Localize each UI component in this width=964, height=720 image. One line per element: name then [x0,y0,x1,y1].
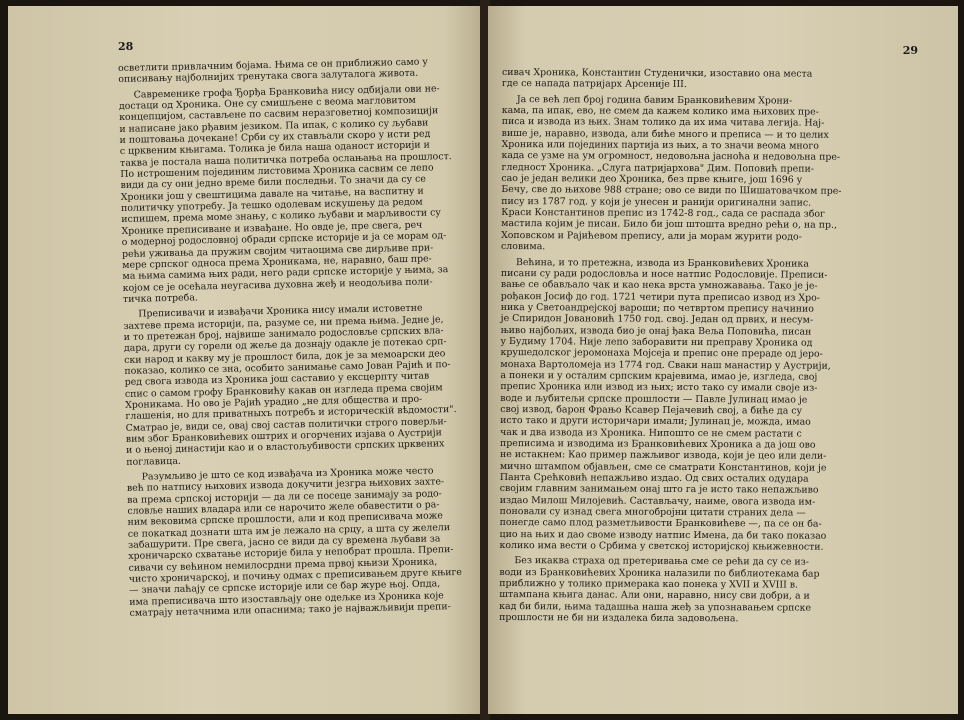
paragraph: сивач Хроника, Константин Студенички, изоставио она места где се напада патријарх Арсеније III. [501,67,813,91]
paragraph: Ја се већ леп број година бавим Бранковићевим Хрони- кама, па ипак, ево, не смем да кажем колико има њихових пре- писа и извода из њих. Знам толико да их има читава легија. Нај- више је, наравно, извода, али биће много и преписа — и то целих Хроника или појединих партија из њих, а то значи веома много када се узме на ум огромност, недовољна јасноћа и недовољна пре- гледност Хроника. „Слуга патријархова" Дим. Поповић препи- сао је један велики део Хроника, без прве књиге, још 1696 у Бечу, све до њихове 988 стране; ово се види по Шишатовачком пре- пису из 1787 год. у који је унесен и ранији оригинални запис. Краси Константинов препис из 1742-8 год., сада се распада због мастила којим је писан. Било би још штошта вредно рећи о, на пр., Хоповском и Рајићевом препису, али ја морам журити родо- словима. [501,93,842,253]
paragraph: Већина, и то претежна, извода из Бранковићевих Хроника писани су ради родословља и носе натпис Родословије. Преписи- вање се обављало чак и као нека врста умножавања. Тако је је- рођакон Јосиф до год. 1721 четири пута преписао извод из Хро- ника у Светоандрејској вароши; по четвртом препису начинио је Спиридон Јовановић 1750 год. свој. Један од првих, и несум- њиво најбољих, извода био је онај ђака Веља Поповића, писан у Будиму 1704. Није лепо заборавити ни преправу Хроника од крушедолског јеромонаха Мојсеја и препис оне прераде од јеро- монаха Вартоломеја из 1774 год. Сваки наш манастир у Аустрији, а понеки и у осталим српским крајевима, имао је, изгледа, свој препис Хроника или извод из њих; исто тако су имали своје из- воде и љубитељи српске прошлости — Павле Јулинац имао је свој извод, барон Фрањо Ксавер Пејачевић свој, а биће да су исто тако и други историчари имали; Јулинац је, можда, имао чак и два извода из Хроника. Нипошто се не смем растати с преписима и изводима из Бранковићевих Хроника а да још ово не истакнем: Као пример пажљивог извода, који је цео или дели- мично штампом објављен, сме се сматрати Константинов, који је Панта Срећковић непажљиво издао. Од свих осталих одудара својим главним занимањем онај што га је исто тако непажљиво издао Милош Милојевић. Састављачу, наиме, овога извода им- поновали су изнад свега многобројни цитати страних дела — понегде само плод разметљивости Бранковићеве —, па се он ба- цио на њих и дао своме изводу натпис Имена, да би тако показао колико има вести о Србима у светској историјској књижевности. [499,256,831,553]
left-page [8,6,482,714]
page-body [118,56,482,620]
paragraph: Разумљиво је што се код извађача из Хроника може често већ по натпису њихових извода докучити језгра њихових захте- ва према српској историји — да ли се посеце занимају за родо- словље наших владара или се нарочито желе обавестити о ра- ним вековима српске прошлости, али и код преписивача може се покаткад дознати шта им је лежало на срцу, а шта су желели забашурити. Пре свега, јасно се види да су времена љубави за хроничарско схватање историје била у непобрат прошла. Препи- сивачи су већином немилосрдни према првој књизи Хроника, чисто хроничарској, и почињу одмах с преписивањем друге књиге — значи лаћају се српске историје или се бар журе њој. Опда, има преписивача што изостављају оне одељке из Хроника које сматрају нетачнима или опаснима; тако је најважљивији препи- [126,465,463,620]
paragraph: Без икаква страха од претеривања сме се рећи да су се из- води из Бранковићевих Хроника налазили по библиотекама бар приближно у толико примерака као понека у XVII и XVIII в. штампана књига данас. Али они, наравно, нису сви добри, а и кад би били, њима тадашња наша жеђ за упознавањем српске прошлости не би ни издалека била задовољена. [499,555,820,625]
paragraph: Преписивачи и извађачи Хроника нису имали истоветне захтеве према историји, па, разуме се, ни према њима. Једне је, и то претежан број, највише занимало родословље српских вла- дара, други су горели од жеље да дознају одакле је потекао срп- ски народ и какву му је прошлост била, док је за мемоарски део показао, колико се зна, особито занимање само Јован Рајић и по- ред свога извода из Хроника још саставио у ексцерпту читав спис о самом грофу Бранковићу какав он изгледа према својим Хроникама. Но ово је Рајић урадио „не для общества и про- глашенія, но для приватныхъ потребъ и историческій вѣдомости". Сматрао је, види се, овај свој састав политички строго поверљи- вим због Бранковићевих оштрих и огорчених изјава о Аустрији и о њеној династији као и о властољубивости српских црквених поглавица. [123,302,457,468]
page-body [499,67,868,625]
page-number: 28 [118,40,134,53]
right-page [488,6,958,714]
page-number: 29 [902,44,918,57]
paragraph: Савременике грофа Ђорђа Бранковића нису одбијали ови не- достаци од Хроника. Оне су смишљене с веома магловитом концепцијом, састављене по сасвим неразговетној композицији и написане јако рђавим језиком. Па ипак, с колико су љубави и поштовања дочекане! Срби су их стављали скоро у исти ред с црквеним књигама. Толика је била наша оданост историји и таква је постала наша политичка потреба ослањања на прошлост. По истрошеним појединим листовима Хроника сасвим се лепо види да су они једно време били последњи. То значи да су се Хроники још у свештицима давале на читање, на васпитну и политичку употребу. Ја тешко одолевам искушењу да редом испишем, према моме знању, с колико љубави и марљивости су Хронике преписиване и извађане. Но овде је, пре свега, реч о модерној родословној обради српске историје и ја се морам од- рећи уживања да пружим својим читаоцима све дирљиве при- мере српског односа према Хроникама, не, наравно, баш пре- ма њима самима њих ради, него ради српске историје у њима, за којом се је осећала неугасива духовна жеђ и неодољива поли- тичка потреба. [118,82,452,305]
paragraph: осветлити привлачним бојама. Њима се он приближио само у описивању најболнијих тренутака свога залуталога живота. [118,56,428,86]
